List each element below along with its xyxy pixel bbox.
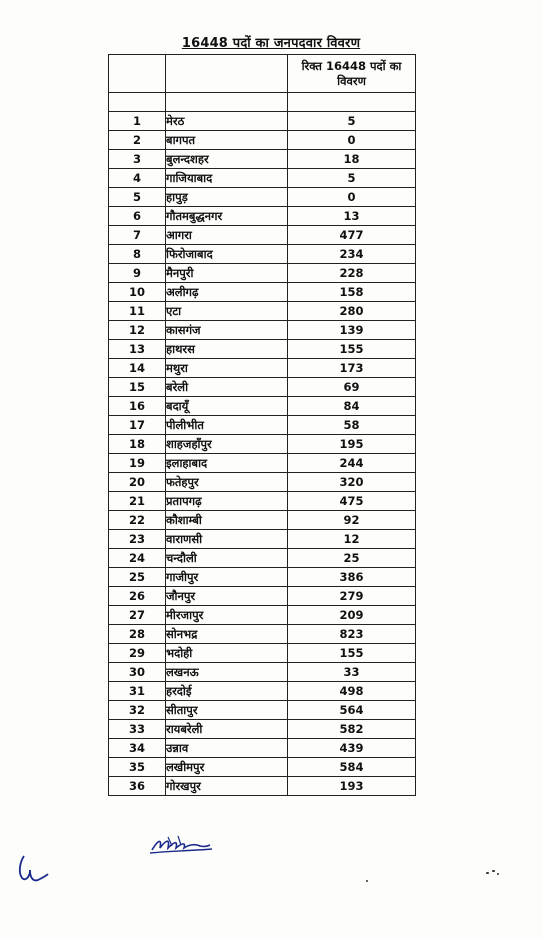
district-name-cell: लखीमपुर bbox=[166, 758, 288, 777]
vacancy-count-cell: 12 bbox=[288, 530, 416, 549]
district-name-cell: उन्नाव bbox=[166, 739, 288, 758]
initial-mark bbox=[16, 850, 52, 890]
table-row bbox=[109, 663, 416, 682]
table-row bbox=[109, 207, 416, 226]
table-row bbox=[109, 131, 416, 150]
district-name-cell: हरदोई bbox=[166, 682, 288, 701]
district-name-cell: सोनभद्र bbox=[166, 625, 288, 644]
district-name-cell: वाराणसी bbox=[166, 530, 288, 549]
vacancy-count-cell: 584 bbox=[288, 758, 416, 777]
district-name-cell: शाहजहाँपुर bbox=[166, 435, 288, 454]
district-name-cell: गौतमबुद्धनगर bbox=[166, 207, 288, 226]
signature bbox=[148, 834, 214, 856]
district-name-cell: मेरठ bbox=[166, 112, 288, 131]
serial-number-cell: 5 bbox=[109, 188, 166, 207]
district-name-cell: सीतापुर bbox=[166, 701, 288, 720]
district-name-cell: एटा bbox=[166, 302, 288, 321]
ink-speck bbox=[497, 873, 499, 875]
vacancy-count-cell: 0 bbox=[288, 188, 416, 207]
serial-number-cell: 30 bbox=[109, 663, 166, 682]
district-name-cell: गोरखपुर bbox=[166, 777, 288, 796]
vacancy-count-cell: 58 bbox=[288, 416, 416, 435]
serial-number-cell: 35 bbox=[109, 758, 166, 777]
district-name-cell: चन्दौली bbox=[166, 549, 288, 568]
district-name-cell: कौशाम्बी bbox=[166, 511, 288, 530]
district-name-cell: गाजियाबाद bbox=[166, 169, 288, 188]
serial-number-cell: 18 bbox=[109, 435, 166, 454]
table-row bbox=[109, 549, 416, 568]
vacancy-count-cell: 280 bbox=[288, 302, 416, 321]
table-row bbox=[109, 245, 416, 264]
vacancy-count-cell: 564 bbox=[288, 701, 416, 720]
serial-number-cell: 20 bbox=[109, 473, 166, 492]
table-row bbox=[109, 416, 416, 435]
serial-number-cell: 15 bbox=[109, 378, 166, 397]
district-name-cell: मीरजापुर bbox=[166, 606, 288, 625]
vacancy-count-cell: 244 bbox=[288, 454, 416, 473]
vacancy-count-cell: 33 bbox=[288, 663, 416, 682]
table-row bbox=[109, 492, 416, 511]
vacancy-count-cell: 234 bbox=[288, 245, 416, 264]
table-row bbox=[109, 112, 416, 131]
serial-number-cell: 28 bbox=[109, 625, 166, 644]
vacancy-count-cell: 158 bbox=[288, 283, 416, 302]
table-row bbox=[109, 283, 416, 302]
serial-number-cell: 9 bbox=[109, 264, 166, 283]
table-row bbox=[109, 435, 416, 454]
district-name-cell: भदोही bbox=[166, 644, 288, 663]
table-row bbox=[109, 150, 416, 169]
table-row bbox=[109, 644, 416, 663]
district-name-cell: आगरा bbox=[166, 226, 288, 245]
district-name-cell: फिरोजाबाद bbox=[166, 245, 288, 264]
district-name-cell: कासगंज bbox=[166, 321, 288, 340]
serial-number-cell: 7 bbox=[109, 226, 166, 245]
vacancy-count-cell: 498 bbox=[288, 682, 416, 701]
serial-number-cell: 27 bbox=[109, 606, 166, 625]
table-row bbox=[109, 606, 416, 625]
ink-speck bbox=[366, 880, 368, 882]
table-row bbox=[109, 568, 416, 587]
ink-speck bbox=[492, 870, 495, 872]
vacancy-count-cell: 320 bbox=[288, 473, 416, 492]
district-name-cell: जौनपुर bbox=[166, 587, 288, 606]
district-name-cell: बदायूँ bbox=[166, 397, 288, 416]
table-row bbox=[109, 359, 416, 378]
district-name-cell: मथुरा bbox=[166, 359, 288, 378]
table-row bbox=[109, 530, 416, 549]
header-vacancies: रिक्त 16448 पदों का विवरण bbox=[288, 55, 416, 93]
serial-number-cell: 12 bbox=[109, 321, 166, 340]
table-row bbox=[109, 682, 416, 701]
vacancy-count-cell: 475 bbox=[288, 492, 416, 511]
table-row bbox=[109, 758, 416, 777]
serial-number-cell: 13 bbox=[109, 340, 166, 359]
page-title: 16448 पदों का जनपदवार विवरण bbox=[181, 36, 361, 51]
vacancy-count-cell: 13 bbox=[288, 207, 416, 226]
vacancy-count-cell: 582 bbox=[288, 720, 416, 739]
vacancy-count-cell: 0 bbox=[288, 131, 416, 150]
serial-number-cell: 34 bbox=[109, 739, 166, 758]
vacancy-count-cell: 155 bbox=[288, 340, 416, 359]
table-header-row bbox=[109, 55, 416, 93]
serial-number-cell: 17 bbox=[109, 416, 166, 435]
district-name-cell: हाथरस bbox=[166, 340, 288, 359]
vacancy-count-cell: 25 bbox=[288, 549, 416, 568]
serial-number-cell: 25 bbox=[109, 568, 166, 587]
ink-speck bbox=[486, 872, 489, 874]
vacancy-count-cell: 386 bbox=[288, 568, 416, 587]
spacer-cell bbox=[109, 93, 166, 112]
table-row bbox=[109, 226, 416, 245]
table-row bbox=[109, 188, 416, 207]
serial-number-cell: 31 bbox=[109, 682, 166, 701]
serial-number-cell: 3 bbox=[109, 150, 166, 169]
district-name-cell: बरेली bbox=[166, 378, 288, 397]
serial-number-cell: 1 bbox=[109, 112, 166, 131]
spacer-cell bbox=[166, 93, 288, 112]
vacancy-count-cell: 84 bbox=[288, 397, 416, 416]
district-name-cell: बागपत bbox=[166, 131, 288, 150]
district-name-cell: पीलीभीत bbox=[166, 416, 288, 435]
serial-number-cell: 23 bbox=[109, 530, 166, 549]
district-name-cell: प्रतापगढ़ bbox=[166, 492, 288, 511]
vacancy-count-cell: 439 bbox=[288, 739, 416, 758]
table-row bbox=[109, 321, 416, 340]
serial-number-cell: 2 bbox=[109, 131, 166, 150]
table-spacer-row bbox=[109, 93, 416, 112]
serial-number-cell: 24 bbox=[109, 549, 166, 568]
district-name-cell: इलाहाबाद bbox=[166, 454, 288, 473]
district-name-cell: फतेहपुर bbox=[166, 473, 288, 492]
serial-number-cell: 29 bbox=[109, 644, 166, 663]
district-name-cell: अलीगढ़ bbox=[166, 283, 288, 302]
serial-number-cell: 10 bbox=[109, 283, 166, 302]
vacancy-count-cell: 92 bbox=[288, 511, 416, 530]
district-name-cell: बुलन्दशहर bbox=[166, 150, 288, 169]
serial-number-cell: 11 bbox=[109, 302, 166, 321]
vacancy-count-cell: 823 bbox=[288, 625, 416, 644]
table-row bbox=[109, 720, 416, 739]
vacancy-count-cell: 228 bbox=[288, 264, 416, 283]
vacancy-count-cell: 69 bbox=[288, 378, 416, 397]
district-name-cell: मैनपुरी bbox=[166, 264, 288, 283]
vacancy-count-cell: 5 bbox=[288, 112, 416, 131]
spacer-cell bbox=[288, 93, 416, 112]
table-row bbox=[109, 701, 416, 720]
vacancy-count-cell: 139 bbox=[288, 321, 416, 340]
serial-number-cell: 19 bbox=[109, 454, 166, 473]
vacancy-count-cell: 18 bbox=[288, 150, 416, 169]
table-row bbox=[109, 454, 416, 473]
table-row bbox=[109, 340, 416, 359]
table-row bbox=[109, 473, 416, 492]
vacancy-count-cell: 173 bbox=[288, 359, 416, 378]
serial-number-cell: 8 bbox=[109, 245, 166, 264]
vacancy-count-cell: 5 bbox=[288, 169, 416, 188]
serial-number-cell: 22 bbox=[109, 511, 166, 530]
district-vacancy-table bbox=[108, 54, 416, 796]
serial-number-cell: 16 bbox=[109, 397, 166, 416]
table-row bbox=[109, 587, 416, 606]
header-district bbox=[166, 55, 288, 93]
serial-number-cell: 26 bbox=[109, 587, 166, 606]
table-row bbox=[109, 777, 416, 796]
table-row bbox=[109, 169, 416, 188]
district-name-cell: रायबरेली bbox=[166, 720, 288, 739]
table-row bbox=[109, 264, 416, 283]
table-row bbox=[109, 302, 416, 321]
serial-number-cell: 14 bbox=[109, 359, 166, 378]
vacancy-count-cell: 155 bbox=[288, 644, 416, 663]
serial-number-cell: 36 bbox=[109, 777, 166, 796]
vacancy-count-cell: 209 bbox=[288, 606, 416, 625]
table-row bbox=[109, 625, 416, 644]
serial-number-cell: 4 bbox=[109, 169, 166, 188]
serial-number-cell: 32 bbox=[109, 701, 166, 720]
serial-number-cell: 21 bbox=[109, 492, 166, 511]
table-row bbox=[109, 511, 416, 530]
vacancy-count-cell: 195 bbox=[288, 435, 416, 454]
district-name-cell: लखनऊ bbox=[166, 663, 288, 682]
table-row bbox=[109, 378, 416, 397]
header-serial bbox=[109, 55, 166, 93]
table-body bbox=[109, 112, 416, 796]
serial-number-cell: 33 bbox=[109, 720, 166, 739]
district-name-cell: गाजीपुर bbox=[166, 568, 288, 587]
vacancy-count-cell: 193 bbox=[288, 777, 416, 796]
vacancy-count-cell: 477 bbox=[288, 226, 416, 245]
serial-number-cell: 6 bbox=[109, 207, 166, 226]
district-name-cell: हापुड़ bbox=[166, 188, 288, 207]
table-row bbox=[109, 397, 416, 416]
vacancy-count-cell: 279 bbox=[288, 587, 416, 606]
table-row bbox=[109, 739, 416, 758]
